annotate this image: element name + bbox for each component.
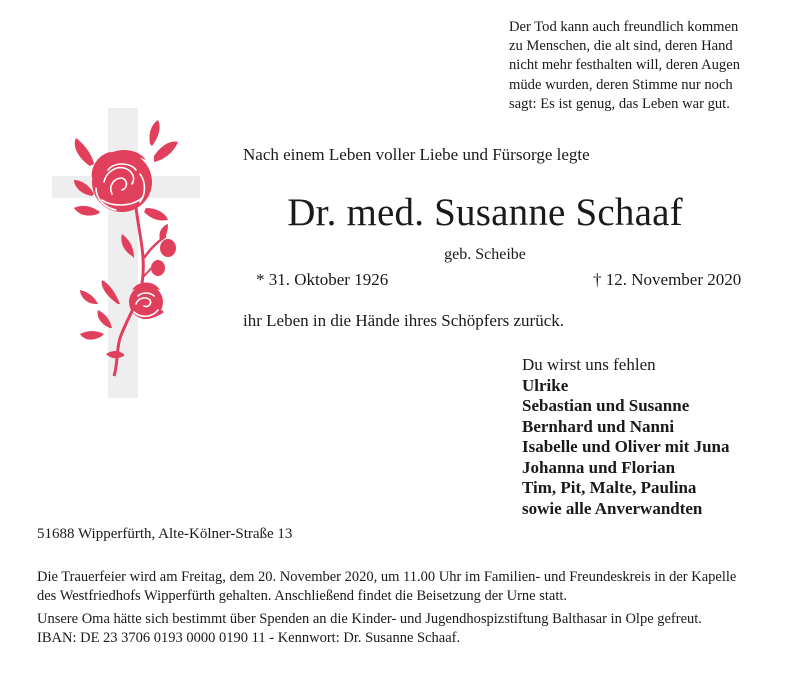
maiden-name: geb. Scheibe: [444, 246, 526, 263]
poem-line: müde wurden, deren Stimme nur noch: [509, 76, 733, 93]
mourner: Johanna und Florian: [522, 457, 676, 477]
address: 51688 Wipperfürth, Alte-Kölner-Straße 13: [37, 526, 293, 542]
birth-date: * 31. Oktober 1926: [256, 270, 389, 289]
outro-text: ihr Leben in die Hände ihres Schöpfers zurück.: [243, 311, 564, 330]
poem-line: sagt: Es ist genug, das Leben war gut.: [509, 95, 730, 112]
leaf: [80, 290, 98, 304]
poem-line: nicht mehr festhalten will, deren Augen: [509, 57, 740, 74]
leaf: [75, 138, 94, 166]
notes-line: des Westfriedhofs Wipperfürth gehalten. Anschließend findet die Beisetzung der Urne statt.: [37, 588, 568, 604]
mourner: Ulrike: [522, 375, 569, 395]
poem-line: zu Menschen, die alt sind, deren Hand: [509, 38, 733, 55]
mourner: Sebastian und Susanne: [522, 396, 690, 415]
cross-with-roses-icon: [50, 108, 200, 398]
notes-line: Unsere Oma hätte sich bestimmt über Spenden an die Kinder- und Jugendhospizstiftung Balthasar in Olpe gefreut.: [37, 611, 702, 627]
leaf: [74, 206, 100, 216]
poem-line: Der Tod kann auch freundlich kommen: [509, 19, 739, 35]
mourner: Tim, Pit, Malte, Paulina: [522, 478, 697, 497]
leaf: [149, 120, 159, 146]
deceased-name: Dr. med. Susanne Schaaf: [287, 191, 683, 234]
leaf: [80, 331, 104, 340]
rose-bud: [160, 239, 176, 257]
mourners-lead: Du wirst uns fehlen: [522, 355, 656, 374]
mourner: sowie alle Anverwandten: [522, 498, 703, 518]
intro-text: Nach einem Leben voller Liebe und Fürsorge legte: [243, 145, 590, 164]
leaf: [144, 208, 168, 221]
notes-line: Die Trauerfeier wird am Freitag, dem 20. November 2020, um 11.00 Uhr im Familien- und Freundeskreis in der Kapelle: [37, 569, 737, 585]
rose-bloom: [129, 285, 163, 319]
leaf: [154, 142, 178, 162]
mourner: Bernhard und Nanni: [522, 416, 675, 436]
poem: [509, 18, 771, 114]
funeral-notes: [37, 568, 777, 648]
death-date: † 12. November 2020: [593, 270, 742, 289]
mourners-list: [522, 355, 730, 519]
rose-bud: [151, 260, 165, 276]
mourner: Isabelle und Oliver mit Juna: [522, 437, 730, 456]
notes-line: IBAN: DE 23 3706 0193 0000 0190 11 - Kennwort: Dr. Susanne Schaaf.: [37, 630, 461, 646]
